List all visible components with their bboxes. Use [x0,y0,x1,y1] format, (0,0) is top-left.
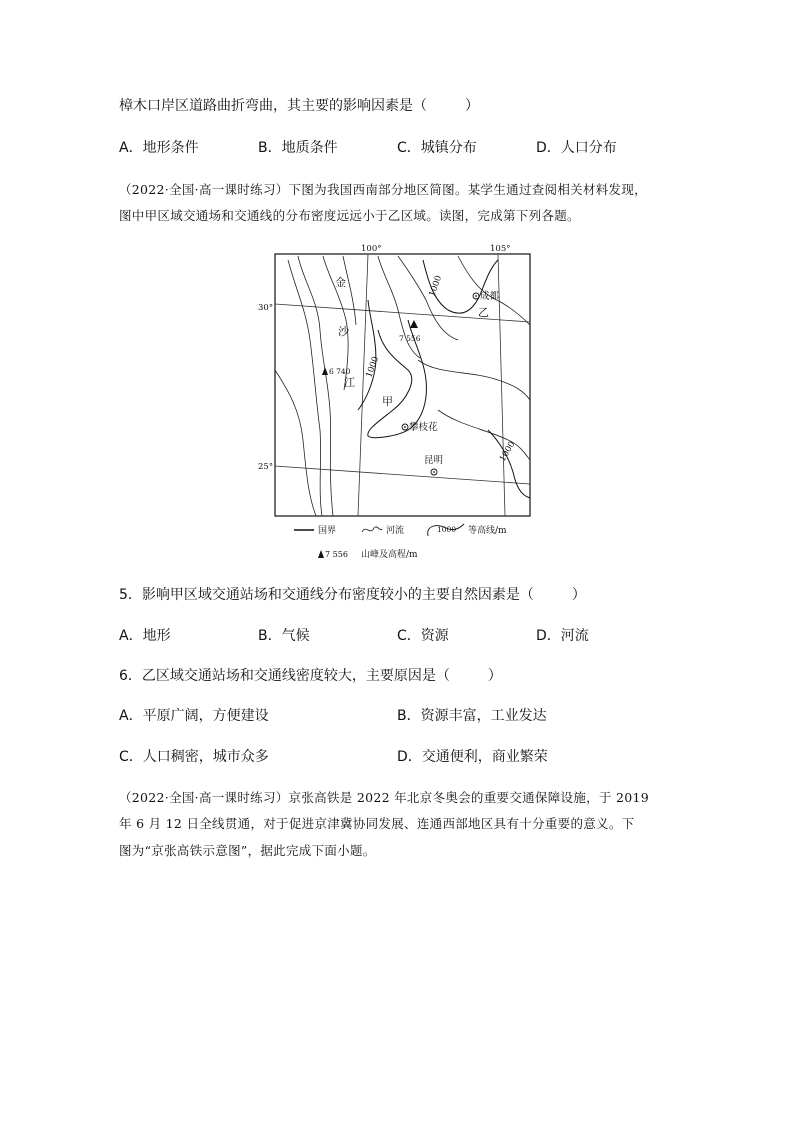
q6-option-d: D．交通便利，商业繁荣 [397,749,548,765]
legend-contour-label: 等高线/m [468,526,507,536]
contour-label-3: 1000 [497,439,518,464]
legend-contour-sample: 1000 [437,525,457,534]
peak-icon-6740 [322,367,328,375]
q4-option-d: D．人口分布 [536,140,617,156]
q5-option-a: A．地形 [119,628,171,644]
intro-2-line-3: 图为“京张高铁示意图”，据此完成下面小题。 [119,843,376,858]
question-4-stem: 樟木口岸区道路曲折弯曲，其主要的影响因素是（ ） [119,98,479,114]
legend-peak-label: 山峰及高程/m [361,550,418,560]
river-char-jin: 金 [335,276,346,289]
city-label-kunming: 昆明 [424,455,444,466]
intro-1-line-2: 图中甲区域交通场和交通线的分布密度远远小于乙区域。读图，完成第下列各题。 [119,208,580,223]
q4-option-c: C．城镇分布 [397,140,477,156]
q4-option-a: A．地形条件 [119,140,199,156]
legend-border-label: 国界 [318,526,337,536]
legend-river-symbol [362,527,382,532]
peak-label-7556: 7 556 [399,334,421,343]
peak-label-6740: 6 740 [329,367,351,376]
q6-option-b: B．资源丰富，工业发达 [397,708,547,724]
contour-label-1: 1000 [427,274,445,299]
city-label-chengdu: 成都 [480,291,500,302]
city-label-panzhihua: 攀枝花 [409,422,438,433]
latitude-line-30 [275,304,530,322]
intro-2-line-1: （2022·全国·高一课时练习）京张高铁是 2022 年北京冬奥会的重要交通保障设施，于 2019 [119,790,650,805]
question-6-stem: 6．乙区域交通站场和交通线密度较大，主要原因是（ ） [119,668,502,684]
lat-label-30: 30° [258,303,274,313]
q6-option-a: A．平原广阔，方便建设 [119,708,269,724]
intro-1-line-1: （2022·全国·高一课时练习）下图为我国西南部分地区简图。某学生通过查阅相关材料发现， [119,182,647,197]
longitude-line-100 [358,254,368,516]
q4-option-b: B．地质条件 [258,140,338,156]
latitude-line-25 [275,466,530,484]
legend-river-label: 河流 [386,526,405,536]
q5-option-d: D．河流 [536,628,589,644]
legend-peak-sample: 7 556 [325,550,348,559]
question-5-stem: 5．影响甲区域交通站场和交通线分布密度较小的主要自然因素是（ ） [119,587,586,603]
contour-label-2: 1000 [364,355,382,380]
q5-option-c: C．资源 [397,628,449,644]
legend-peak-symbol [318,550,324,558]
lon-label-100: 100° [361,244,382,254]
river-char-jiang: 江 [344,376,355,389]
peak-icon-7556 [410,320,418,328]
region-label-yi: 乙 [478,306,489,319]
lat-label-25: 25° [258,462,274,472]
region-label-jia: 甲 [382,395,393,408]
longitude-line-105 [498,254,505,516]
q6-option-c: C．人口稠密，城市众多 [119,749,269,765]
intro-2-line-2: 年 6 月 12 日全线贯通，对于促进京津冀协同发展、连通西部地区具有十分重要的意义。下 [119,816,635,831]
southwest-china-map [258,240,538,565]
q5-option-b: B．气候 [258,628,310,644]
lon-label-105: 105° [490,244,511,254]
river-char-sha: 沙 [338,325,349,338]
